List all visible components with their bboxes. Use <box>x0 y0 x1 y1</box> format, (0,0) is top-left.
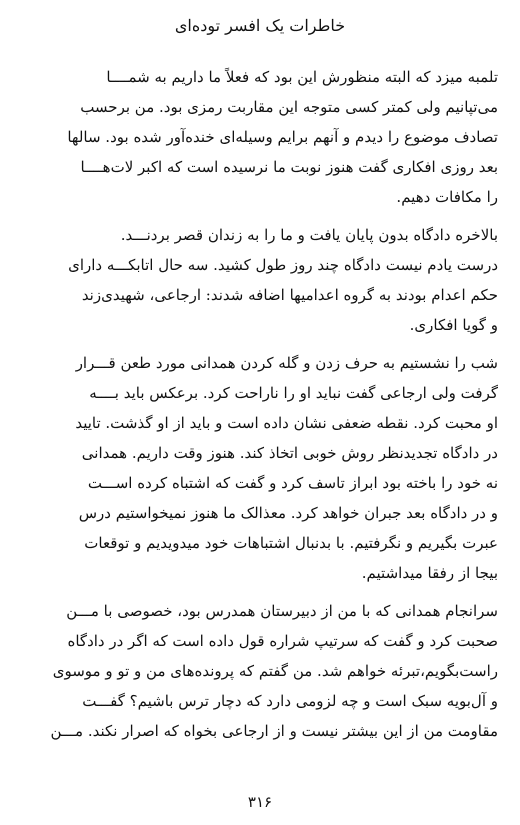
text-line: بیجا از رفقا میداشتیم. <box>361 564 498 582</box>
text-line: حکم اعدام بودند به گروه اعدامیها اضافه شدند: ارجاعی، شهیدی‌زند <box>81 286 498 304</box>
running-header: خاطرات یک افسر توده‌ای <box>174 16 346 35</box>
text-line: سرانجام همدانی که با من از دبیرستان همدرس بود، خصوصی با مـــن <box>66 602 498 620</box>
text-line: و گویا افکاری. <box>409 316 498 334</box>
text-line: و در دادگاه بعد جبران خواهد کرد. معذالک ما هنوز نمیخواستیم درس <box>78 504 498 522</box>
text-line: نه خود را باخته بود ابراز تاسف کرد و گفت که اشتباه کرده اســـت <box>87 474 498 492</box>
text-line: درست یادم نیست دادگاه چند روز طول کشید. سه حال اتابکـــه دارای <box>68 256 498 274</box>
text-line: صحبت کرد و گفت که سرتیپ شراره قول داده است که اگر در دادگاه <box>67 632 498 650</box>
text-line: شب را نشستیم به حرف زدن و گله کردن همدانی مورد طعن قـــرار <box>75 354 498 372</box>
text-line: مقاومت من از این بیشتر نیست و از ارجاعی بخواه که اصرار نکند. مـــن <box>50 722 498 740</box>
text-line: بالاخره دادگاه بدون پایان یافت و ما را به زندان قصر بردنـــد. <box>120 226 498 244</box>
text-line: را مکافات دهیم. <box>396 188 498 206</box>
text-line: تصادف موضوع را دیدم و آنهم برایم وسیله‌ای خنده‌آور شده بود. سالها <box>67 128 498 146</box>
paragraph-3 <box>22 348 498 588</box>
text-line: گرفت ولی ارجاعی گفت نباید او را ناراحت کرد. برعکس باید بــــه <box>89 384 498 402</box>
paragraph-1 <box>22 62 498 212</box>
paragraph-2 <box>22 220 498 340</box>
text-line: تلمبه میزد که البته منظورش این بود که فعلاً ما داریم به شمــــا <box>106 68 498 86</box>
body-text <box>22 62 498 746</box>
page-number: ۳۱۶ <box>247 793 273 811</box>
text-line: بعد روزی افکاری گفت هنوز نوبت ما نرسیده است که اکبر لات‌هــــا <box>80 158 498 176</box>
paragraph-4 <box>22 596 498 746</box>
text-line: راست‌بگویم،تبرئه خواهم شد. من گفتم که پرونده‌های من و تو و موسوی <box>52 662 498 680</box>
text-line: می‌تپانیم ولی کمتر کسی متوجه این مقاربت رمزی بود. من برحسب <box>80 98 498 116</box>
text-line: عبرت بگیریم و نگرفتیم. با بدنبال اشتباهات خود میدویدیم و توقعات <box>84 534 498 552</box>
text-line: در دادگاه تجدیدنظر روش خوبی اتخاذ کند. هنوز وقت داریم. همدانی <box>81 444 498 462</box>
text-line: و آل‌بویه سبک است و چه لزومی دارد که دچار ترس باشیم؟ گفـــت <box>82 692 498 710</box>
text-line: او محبت کرد. نقطه ضعفی نشان داده است و باید از او گذشت. تایید <box>75 414 498 432</box>
